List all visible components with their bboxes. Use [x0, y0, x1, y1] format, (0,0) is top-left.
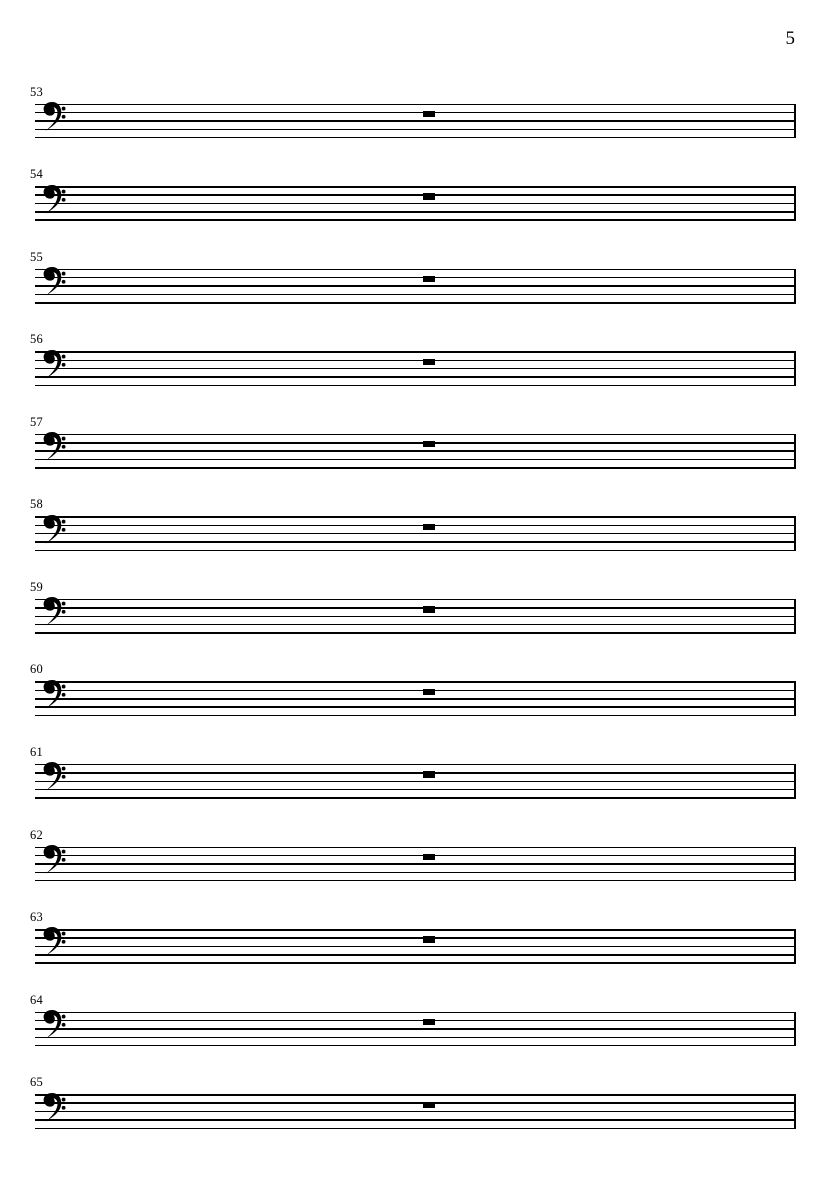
- staff-line: [35, 203, 796, 205]
- staff: [35, 186, 796, 221]
- measure-number: 55: [30, 249, 44, 264]
- staff-line: [35, 351, 796, 353]
- staff-line: [35, 855, 796, 857]
- staff-line: [35, 360, 796, 362]
- staff-line: [35, 616, 796, 618]
- measure-number: 62: [30, 827, 44, 842]
- staff-line: [35, 385, 796, 387]
- staff-line: [35, 467, 796, 469]
- staff-line: [35, 277, 796, 279]
- bass-clef-icon: [43, 1010, 66, 1040]
- barline: [794, 764, 796, 799]
- whole-rest-icon: [423, 359, 435, 365]
- staff-line: [35, 764, 796, 766]
- staff-line: [35, 937, 796, 939]
- staff-line: [35, 1119, 796, 1121]
- staff-line: [35, 211, 796, 213]
- barline: [794, 269, 796, 304]
- bass-clef-icon: [43, 350, 66, 380]
- staff-line: [35, 1102, 796, 1104]
- staff-line: [35, 929, 796, 931]
- barline: [794, 681, 796, 716]
- staff-line: [35, 599, 796, 601]
- staff-line: [35, 706, 796, 708]
- whole-rest-icon: [423, 111, 435, 117]
- staff-line: [35, 789, 796, 791]
- staff-line: [35, 302, 796, 304]
- staff-line: [35, 525, 796, 527]
- staff-system: [30, 579, 796, 634]
- measure-number: 57: [30, 414, 44, 429]
- staff-line: [35, 607, 796, 609]
- staff-system: [30, 992, 796, 1047]
- staff: [35, 1094, 796, 1129]
- measure-number: 61: [30, 744, 44, 759]
- staff: [35, 104, 796, 139]
- staff-line: [35, 872, 796, 874]
- barline: [794, 351, 796, 386]
- staff-line: [35, 376, 796, 378]
- staff-line: [35, 954, 796, 956]
- staff-line: [35, 434, 796, 436]
- staff-line: [35, 698, 796, 700]
- whole-rest-icon: [423, 606, 435, 612]
- measure-number: 58: [30, 497, 44, 512]
- measure-number: 53: [30, 84, 44, 99]
- staff: [35, 599, 796, 634]
- staff-system: [30, 167, 796, 221]
- staff-system: [30, 744, 796, 799]
- whole-rest-icon: [423, 689, 435, 695]
- whole-rest-icon: [423, 1102, 435, 1108]
- staff-line: [35, 129, 796, 131]
- measure-number: 64: [30, 992, 44, 1007]
- barline: [794, 516, 796, 551]
- staff-system: [30, 827, 796, 882]
- page-number: 5: [785, 28, 795, 49]
- staff-line: [35, 772, 796, 774]
- staff-system: [30, 84, 796, 139]
- bass-clef-icon: [43, 845, 66, 875]
- staff: [35, 847, 796, 882]
- staff-line: [35, 1028, 796, 1030]
- staff-line: [35, 632, 796, 634]
- staff-line: [35, 781, 796, 783]
- barline: [794, 1094, 796, 1129]
- staff-line: [35, 186, 796, 188]
- staff-line: [35, 516, 796, 518]
- barline: [794, 847, 796, 882]
- staff-system: [30, 332, 796, 386]
- staff: [35, 1012, 796, 1047]
- staff-line: [35, 112, 796, 114]
- staff-line: [35, 946, 796, 948]
- staff: [35, 929, 796, 964]
- staff-line: [35, 1111, 796, 1113]
- staff-line: [35, 1020, 796, 1022]
- staff: [35, 516, 796, 551]
- measure-number: 63: [30, 910, 44, 925]
- staff-system: [30, 497, 796, 551]
- measure-number: 59: [30, 579, 44, 594]
- bass-clef-icon: [43, 927, 66, 957]
- staff-system: [30, 910, 796, 964]
- bass-clef-icon: [43, 267, 66, 297]
- staff-line: [35, 285, 796, 287]
- barline: [794, 186, 796, 221]
- staff-line: [35, 863, 796, 865]
- staff-line: [35, 797, 796, 799]
- whole-rest-icon: [423, 936, 435, 942]
- staff: [35, 764, 796, 799]
- staff-line: [35, 1037, 796, 1039]
- staff-line: [35, 459, 796, 461]
- barline: [794, 104, 796, 139]
- staff-line: [35, 624, 796, 626]
- staff-line: [35, 269, 796, 271]
- staff-line: [35, 194, 796, 196]
- staff-line: [35, 880, 796, 882]
- staff: [35, 269, 796, 304]
- staff-line: [35, 1128, 796, 1130]
- staff-line: [35, 442, 796, 444]
- staff-line: [35, 219, 796, 221]
- staff-line: [35, 962, 796, 964]
- staff-system: [30, 662, 796, 716]
- whole-rest-icon: [423, 1019, 435, 1025]
- measure-number: 56: [30, 332, 44, 347]
- whole-rest-icon: [423, 524, 435, 530]
- staff-line: [35, 137, 796, 139]
- whole-rest-icon: [423, 854, 435, 860]
- staff-system: [30, 414, 796, 469]
- barline: [794, 434, 796, 469]
- bass-clef-icon: [43, 762, 66, 792]
- measure-number: 54: [30, 167, 44, 182]
- bass-clef-icon: [43, 1093, 66, 1123]
- staff-line: [35, 681, 796, 683]
- staff-line: [35, 1045, 796, 1047]
- staff: [35, 681, 796, 716]
- staff-line: [35, 550, 796, 552]
- staff-line: [35, 294, 796, 296]
- staff: [35, 434, 796, 469]
- staff-line: [35, 104, 796, 106]
- staff-line: [35, 120, 796, 122]
- barline: [794, 929, 796, 964]
- staff-line: [35, 368, 796, 370]
- whole-rest-icon: [423, 441, 435, 447]
- bass-clef-icon: [43, 102, 66, 132]
- staff-system: [30, 249, 796, 304]
- bass-clef-icon: [43, 597, 66, 627]
- whole-rest-icon: [423, 771, 435, 777]
- staff-line: [35, 1012, 796, 1014]
- measure-number: 65: [30, 1075, 44, 1090]
- whole-rest-icon: [423, 276, 435, 282]
- staff: [35, 351, 796, 386]
- staff-line: [35, 847, 796, 849]
- barline: [794, 599, 796, 634]
- bass-clef-icon: [43, 185, 66, 215]
- staff-system: [30, 1075, 796, 1129]
- whole-rest-icon: [423, 193, 435, 199]
- bass-clef-icon: [43, 432, 66, 462]
- bass-clef-icon: [43, 515, 66, 545]
- staff-line: [35, 1094, 796, 1096]
- barline: [794, 1012, 796, 1047]
- measure-number: 60: [30, 662, 44, 677]
- bass-clef-icon: [43, 680, 66, 710]
- staff-line: [35, 533, 796, 535]
- staff-line: [35, 450, 796, 452]
- staff-line: [35, 715, 796, 717]
- staff-line: [35, 690, 796, 692]
- staff-line: [35, 541, 796, 543]
